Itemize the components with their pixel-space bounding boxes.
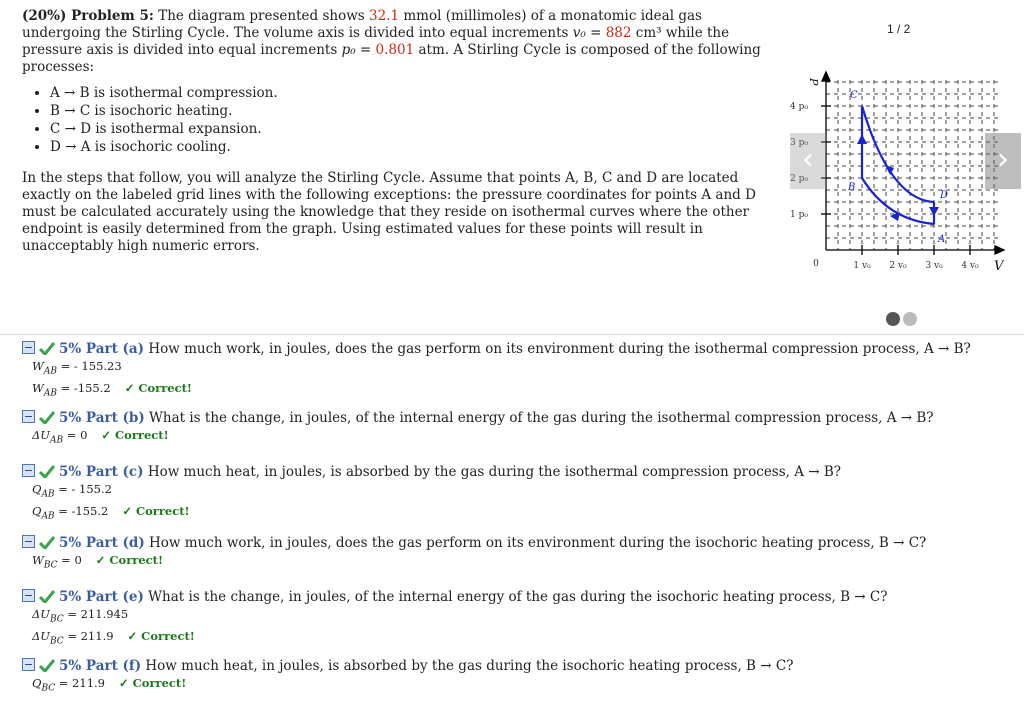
submitted-answer: $\Delta U_{BC} = 211.9$ ✓ Correct! <box>32 629 195 647</box>
part-question: What is the change, in joules, of the internal energy of the gas during the isothermal compression process, A → B? <box>149 410 934 426</box>
xtick-label: 1 v₀ <box>853 261 871 271</box>
ytick-label: 4 p₀ <box>790 102 808 112</box>
xtick-label: 4 v₀ <box>961 261 979 271</box>
submitted-answer: $Q_{BC} = 211.9$ ✓ Correct! <box>32 676 187 694</box>
collapse-toggle[interactable] <box>22 341 35 354</box>
ytick-label: 1 p₀ <box>790 210 808 220</box>
ytick-label: 2 p₀ <box>790 174 808 184</box>
check-icon <box>39 465 55 478</box>
previous-answer: $Q_{AB}$ = - 155.2 <box>32 482 112 500</box>
part-a <box>22 340 1002 403</box>
submitted-answer: $Q_{AB} = -155.2$ ✓ Correct! <box>32 504 190 522</box>
part-b <box>22 409 1002 449</box>
status-badge: ✓ Correct! <box>95 553 164 567</box>
p0-value: 0.801 <box>375 42 415 58</box>
problem-intro: (20%) Problem 5: The diagram presented shows 32.1 mmol (millimoles) of a monatomic ideal gas undergoing the Stirling Cycle. The volume axis is divided into equal increments v₀ = 882 cm³ while the pressure axis is divided into equal increments p₀ = 0.801 atm. A Stirling Cycle is composed of the following processes: <box>22 8 761 75</box>
part-f <box>22 657 1002 697</box>
part-question: What is the change, in joules, of the internal energy of the gas during the isochoric heating process, B → C? <box>148 589 888 605</box>
point-label-c: C <box>850 90 858 101</box>
part-label: 5% Part (a) <box>59 341 145 357</box>
previous-answer: $W_{AB}$ = - 155.23 <box>32 359 122 377</box>
collapse-toggle[interactable] <box>22 658 35 671</box>
problem-statement <box>22 8 772 255</box>
grid-lines <box>826 80 1000 250</box>
process-list <box>22 84 772 156</box>
previous-answer: $\Delta U_{BC} = 211.945$ <box>32 607 129 625</box>
xtick-label: 3 v₀ <box>925 261 943 271</box>
instructions-paragraph: In the steps that follow, you will analyze the Stirling Cycle. Assume that points A, B, C and D are located exactly on the labeled grid lines with the following exceptions: the pressure coordinates for points A and D must be calculated accurately using the knowledge that they reside on isothermal curves where the other endpoint is easily determined from the graph. Using estimated values for these points will result in unacceptably high numeric errors. <box>22 170 756 254</box>
part-label: 5% Part (f) <box>59 658 142 674</box>
list-item: • A → B is isothermal compression. <box>50 84 772 102</box>
part-label: 5% Part (c) <box>59 464 144 480</box>
list-item: • D → A is isochoric cooling. <box>50 138 772 156</box>
submitted-answer: $\Delta U_{AB} = 0$ ✓ Correct! <box>32 428 169 446</box>
problem-header: (20%) Problem 5: <box>22 8 154 24</box>
check-icon <box>39 411 55 424</box>
submitted-answer: $W_{AB} = -155.2$ ✓ Correct! <box>32 381 192 399</box>
status-badge: ✓ Correct! <box>122 504 190 519</box>
part-question: How much heat, in joules, is absorbed by the gas during the isochoric heating process, B → C? <box>145 658 794 674</box>
status-badge: ✓ Correct! <box>124 381 192 396</box>
check-icon <box>39 590 55 603</box>
check-icon <box>39 342 55 355</box>
point-label-b: B <box>848 182 856 193</box>
status-badge: ✓ Correct! <box>118 676 187 690</box>
check-icon <box>39 659 55 672</box>
page-dot[interactable] <box>903 312 917 326</box>
next-image-button[interactable]: › <box>985 133 1021 189</box>
part-question: How much work, in joules, does the gas perform on its environment during the isochoric heating process, B → C? <box>149 535 927 551</box>
collapse-toggle[interactable] <box>22 410 35 423</box>
part-question: How much work, in joules, does the gas perform on its environment during the isothermal compression process, A → B? <box>148 341 971 357</box>
origin-label: 0 <box>813 259 819 269</box>
divider <box>0 334 1024 335</box>
x-axis-label: V <box>994 259 1004 274</box>
part-label: 5% Part (d) <box>59 535 145 551</box>
part-d <box>22 534 1002 574</box>
part-label: 5% Part (b) <box>59 410 145 426</box>
previous-image-button[interactable]: ‹ <box>790 133 826 189</box>
submitted-answer: $W_{BC} = 0$ ✓ Correct! <box>32 553 164 571</box>
axes <box>821 72 1004 255</box>
page-dot-active[interactable] <box>886 312 900 326</box>
v0-value: 882 <box>605 25 632 41</box>
point-label-d: D <box>940 190 949 201</box>
part-c <box>22 463 1002 526</box>
ytick-label: 3 p₀ <box>790 138 808 148</box>
moles-value: 32.1 <box>369 8 400 24</box>
part-e <box>22 588 1002 651</box>
status-badge: ✓ Correct! <box>101 428 169 442</box>
status-badge: ✓ Correct! <box>127 629 195 644</box>
point-label-a: A <box>938 234 946 245</box>
collapse-toggle[interactable] <box>22 589 35 602</box>
list-item: • B → C is isochoric heating. <box>50 102 772 120</box>
part-question: How much heat, in joules, is absorbed by the gas during the isothermal compression process, A → B? <box>147 464 842 480</box>
check-icon <box>39 536 55 549</box>
collapse-toggle[interactable] <box>22 464 35 477</box>
collapse-toggle[interactable] <box>22 535 35 548</box>
page-indicator: 1 / 2 <box>887 22 911 36</box>
y-axis-label: P <box>807 78 820 86</box>
xtick-label: 2 v₀ <box>889 261 907 271</box>
part-label: 5% Part (e) <box>59 589 144 605</box>
list-item: • C → D is isothermal expansion. <box>50 120 772 138</box>
